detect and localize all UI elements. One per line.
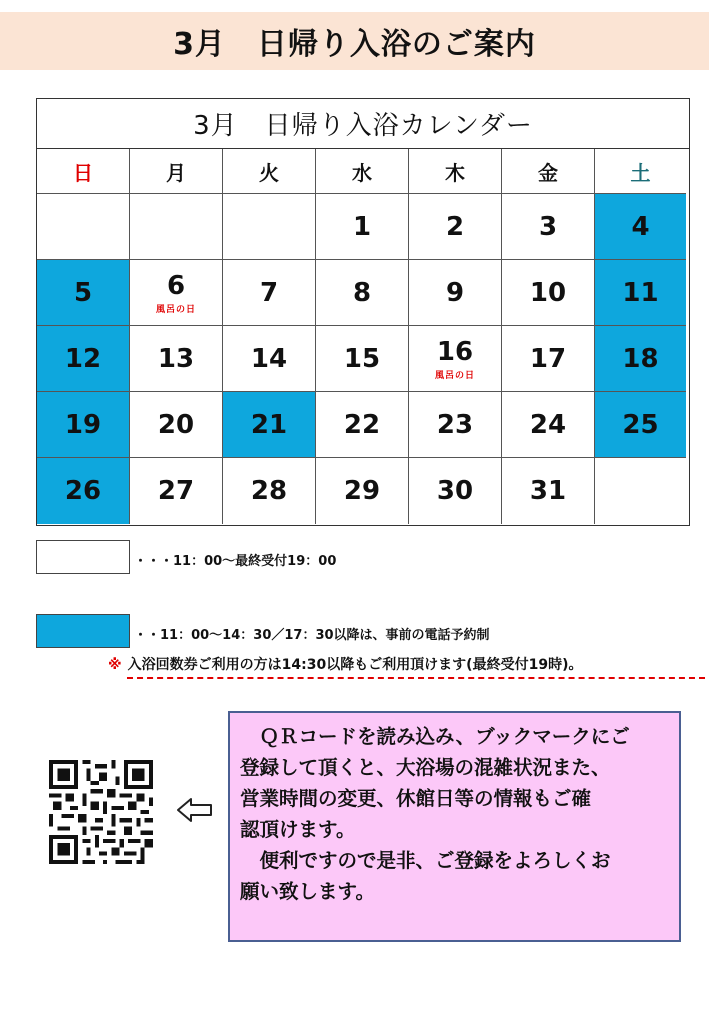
day-number: 2 xyxy=(445,211,465,242)
day-number: 25 xyxy=(622,409,659,440)
calendar-day-9 xyxy=(409,260,502,326)
footnote xyxy=(108,654,582,674)
legend-text-regular-hours: ・・・11：00～最終受付19：00 xyxy=(134,554,337,569)
calendar-day-19 xyxy=(37,392,130,458)
calendar-day-30 xyxy=(409,458,502,524)
calendar-day-12 xyxy=(37,326,130,392)
day-number: 19 xyxy=(64,409,102,440)
day-number: 26 xyxy=(64,476,102,506)
bath-day-note: 風呂の日 xyxy=(434,370,475,381)
calendar-grid xyxy=(37,149,689,524)
calendar-day-22 xyxy=(316,392,409,458)
weekday-thu: 木 xyxy=(409,149,502,194)
calendar xyxy=(36,98,690,526)
day-number: 14 xyxy=(250,343,288,374)
calendar-day-27 xyxy=(130,458,223,524)
calendar-day-25 xyxy=(595,392,686,458)
day-number: 20 xyxy=(157,409,195,440)
calendar-day-14 xyxy=(223,326,316,392)
day-number: 15 xyxy=(343,343,381,374)
calendar-day-26 xyxy=(37,458,130,524)
calendar-day-31 xyxy=(502,458,595,524)
footnote-text: 入浴回数券ご利用の方は14:30以降もご利用頂けます(最終受付19時)。 xyxy=(127,657,583,673)
day-number: 22 xyxy=(343,409,381,440)
day-number: 31 xyxy=(529,476,567,506)
calendar-day-4 xyxy=(595,194,686,260)
calendar-day-20 xyxy=(130,392,223,458)
calendar-day-16 xyxy=(409,326,502,392)
calendar-day-1 xyxy=(316,194,409,260)
calendar-day-8 xyxy=(316,260,409,326)
calendar-title: 3月 日帰り入浴カレンダー xyxy=(37,99,689,149)
legend-swatch-white xyxy=(36,540,130,574)
weekday-sat: 土 xyxy=(595,149,686,194)
legend-swatch-blue xyxy=(36,614,130,648)
day-number: 29 xyxy=(343,476,381,506)
info-box xyxy=(228,711,681,942)
day-number: 27 xyxy=(157,476,195,506)
weekday-fri: 金 xyxy=(502,149,595,194)
day-number: 21 xyxy=(250,409,288,440)
day-number: 24 xyxy=(529,409,567,440)
calendar-day-2 xyxy=(409,194,502,260)
day-number: 18 xyxy=(622,343,659,374)
calendar-empty-cell xyxy=(595,458,686,524)
calendar-day-15 xyxy=(316,326,409,392)
day-number: 17 xyxy=(529,343,567,374)
dashed-underline xyxy=(127,677,705,679)
calendar-day-13 xyxy=(130,326,223,392)
calendar-day-3 xyxy=(502,194,595,260)
calendar-day-21 xyxy=(223,392,316,458)
calendar-empty-cell xyxy=(130,194,223,260)
left-arrow-icon xyxy=(176,796,214,824)
day-number: 11 xyxy=(622,277,659,308)
calendar-day-5 xyxy=(37,260,130,326)
day-number: 12 xyxy=(64,343,102,374)
day-number: 28 xyxy=(250,476,288,506)
calendar-day-7 xyxy=(223,260,316,326)
day-number: 9 xyxy=(445,277,465,308)
qr-code-icon[interactable] xyxy=(42,760,160,864)
day-number: 4 xyxy=(631,211,650,242)
calendar-day-24 xyxy=(502,392,595,458)
day-number: 1 xyxy=(352,211,372,242)
weekday-mon: 月 xyxy=(130,149,223,194)
day-number: 10 xyxy=(529,277,567,308)
calendar-day-6 xyxy=(130,260,223,326)
day-number: 30 xyxy=(436,476,474,506)
day-number: 3 xyxy=(538,211,558,242)
calendar-day-17 xyxy=(502,326,595,392)
day-number: 16 xyxy=(436,336,474,367)
calendar-day-28 xyxy=(223,458,316,524)
calendar-day-10 xyxy=(502,260,595,326)
bath-day-note: 風呂の日 xyxy=(155,304,196,315)
day-number: 13 xyxy=(157,343,195,374)
info-text: ＱＲコードを読み込み、ブックマークにご 登録して頂くと、大浴場の混雑状況また、 営業時間の変更、休館日等の情報もご確 認頂けます。 便利ですので是非、ご登録をよろしくお 願い致します。 xyxy=(240,725,630,903)
calendar-empty-cell xyxy=(223,194,316,260)
day-number: 5 xyxy=(73,277,93,308)
calendar-day-11 xyxy=(595,260,686,326)
page-title: 3月 日帰り入浴のご案内 xyxy=(0,12,709,70)
note-mark: ※ xyxy=(108,657,122,673)
day-number: 23 xyxy=(436,409,474,440)
weekday-tue: 火 xyxy=(223,149,316,194)
day-number: 7 xyxy=(259,277,279,308)
legend-text-reservation-hours: ・・11：00～14：30／17：30以降は、事前の電話予約制 xyxy=(134,628,490,643)
calendar-day-18 xyxy=(595,326,686,392)
calendar-day-29 xyxy=(316,458,409,524)
day-number: 8 xyxy=(352,277,372,308)
day-number: 6 xyxy=(166,270,186,301)
weekday-sun: 日 xyxy=(37,149,130,194)
calendar-day-23 xyxy=(409,392,502,458)
calendar-empty-cell xyxy=(37,194,130,260)
weekday-wed: 水 xyxy=(316,149,409,194)
